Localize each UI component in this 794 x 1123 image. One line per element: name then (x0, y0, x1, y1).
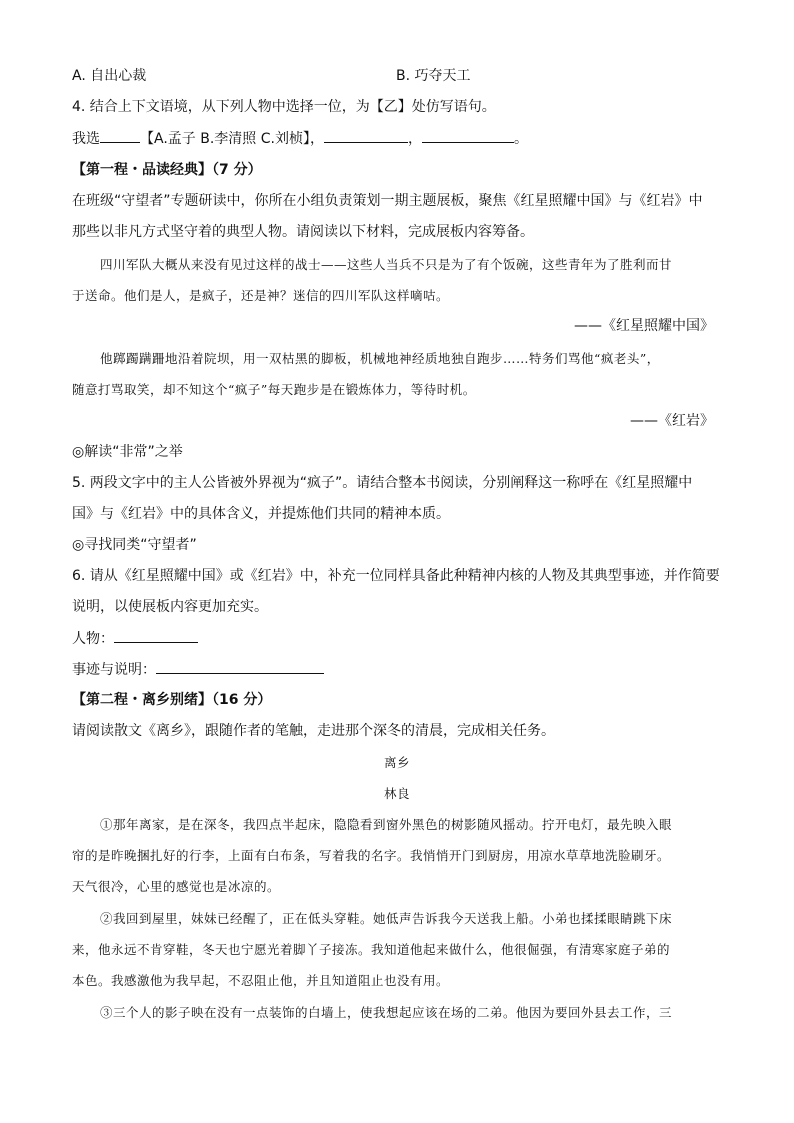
quote2-line2: 随意打骂取笑，却不知这个“疯子”每天跑步是在锻炼体力，等待时机。 (72, 382, 476, 397)
task1-heading: ◎解读“非常”之举 (72, 444, 183, 460)
essay-author: 林良 (383, 786, 410, 801)
essay-title: 离乡 (383, 755, 410, 770)
deed-blank[interactable] (156, 659, 324, 674)
q4-prompt: 4. 结合上下文语境，从下列人物中选择一位，为【乙】处仿写语句。 (72, 99, 496, 115)
q4-pick-prefix: 我选 (72, 131, 100, 147)
q6-line2: 说明，以使展板内容更加充实。 (72, 599, 268, 615)
person-label: 人物： (72, 631, 114, 647)
quote1-line2: 于送命。他们是人，是疯子，还是神？迷信的四川军队这样嘀咕。 (72, 288, 450, 303)
q5-line1: 5. 两段文字中的主人公皆被外界视为“疯子”。请结合整本书阅读，分别阐释这一称呼在《红星照耀中 (72, 475, 693, 491)
quote1-line1: 四川军队大概从来没有见过这样的战士——这些人当兵不只是为了有个饭碗，这些青年为了胜利而甘 (100, 257, 673, 272)
section2-intro: 请阅读散文《离乡》，跟随作者的笔触，走进那个深冬的清晨，完成相关任务。 (72, 723, 555, 739)
essay-p2-line1: ②我回到屋里，妹妹已经醒了，正在低头穿鞋。她低声告诉我今天送我上船。小弟也揉揉眼睛跳下床 (100, 911, 673, 926)
person-row (72, 628, 198, 649)
q3-option-b: B. 巧夺天工 (396, 68, 471, 84)
person-blank[interactable] (114, 628, 198, 643)
q4-choice-blank[interactable] (100, 128, 140, 143)
q5-line2: 国》与《红岩》中的具体含义，并提炼他们共同的精神本质。 (72, 506, 450, 522)
q3-option-a: A. 自出心裁 (72, 68, 147, 84)
essay-p1-line1: ①那年离家，是在深冬，我四点半起床，隐隐看到窗外黑色的树影随风摇动。拧开电灯，最先映入眼 (100, 817, 673, 832)
q3-options-row (72, 66, 471, 86)
q4-comma: ， (407, 131, 422, 147)
deed-row (72, 659, 324, 680)
q4-answer-blank-2[interactable] (422, 128, 514, 143)
q4-answer-row (72, 128, 528, 149)
task2-heading: ◎寻找同类“守望者” (72, 537, 197, 553)
q4-pick-choices: 【A.孟子 B.李清照 C.刘桢】， (140, 131, 324, 147)
essay-p3-line1: ③三个人的影子映在没有一点装饰的白墙上，使我想起应该在场的二弟。他因为要回外县去工作，三 (100, 1005, 673, 1020)
section1-intro-line2: 那些以非凡方式坚守着的典型人物。请阅读以下材料，完成展板内容筹备。 (72, 224, 534, 240)
essay-p2-line3: 本色。我感激他为我早起，不忍阻止他，并且知道阻止也没有用。 (72, 973, 450, 988)
q4-answer-blank-1[interactable] (324, 128, 408, 143)
q6-line1: 6. 请从《红星照耀中国》或《红岩》中，补充一位同样具备此种精神内核的人物及其典型事迹，并作简要 (72, 568, 720, 584)
q4-end: 。 (513, 131, 528, 147)
quote2-source: ——《红岩》 (630, 413, 714, 429)
essay-p2-line2: 来，他永远不肯穿鞋，冬天也宁愿光着脚丫子接冻。我知道他起来做什么，他很倔强，有清寒家庭子弟的 (72, 942, 671, 957)
deed-label: 事迹与说明： (72, 662, 156, 678)
section2-heading: 【第二程・离乡别绪】（16 分） (72, 692, 272, 708)
quote2-line1: 他踯躅蹒跚地沿着院坝，用一双枯黑的脚板，机械地神经质地独自跑步……特务们骂他“疯老头”， (100, 351, 660, 366)
section1-heading: 【第一程・品读经典】（7 分） (72, 162, 262, 178)
essay-p1-line3: 天气很冷，心里的感觉也是冰凉的。 (72, 879, 281, 894)
quote1-source: ——《红星照耀中国》 (574, 318, 714, 334)
essay-p1-line2: 帘的是昨晚捆扎好的行李，上面有白布条，写着我的名字。我悄悄开门到厨房，用凉水草草地洗脸刷牙。 (72, 848, 671, 863)
section1-intro-line1: 在班级“守望者”专题研读中，你所在小组负责策划一期主题展板，聚焦《红星照耀中国》与《红岩》中 (72, 193, 703, 209)
